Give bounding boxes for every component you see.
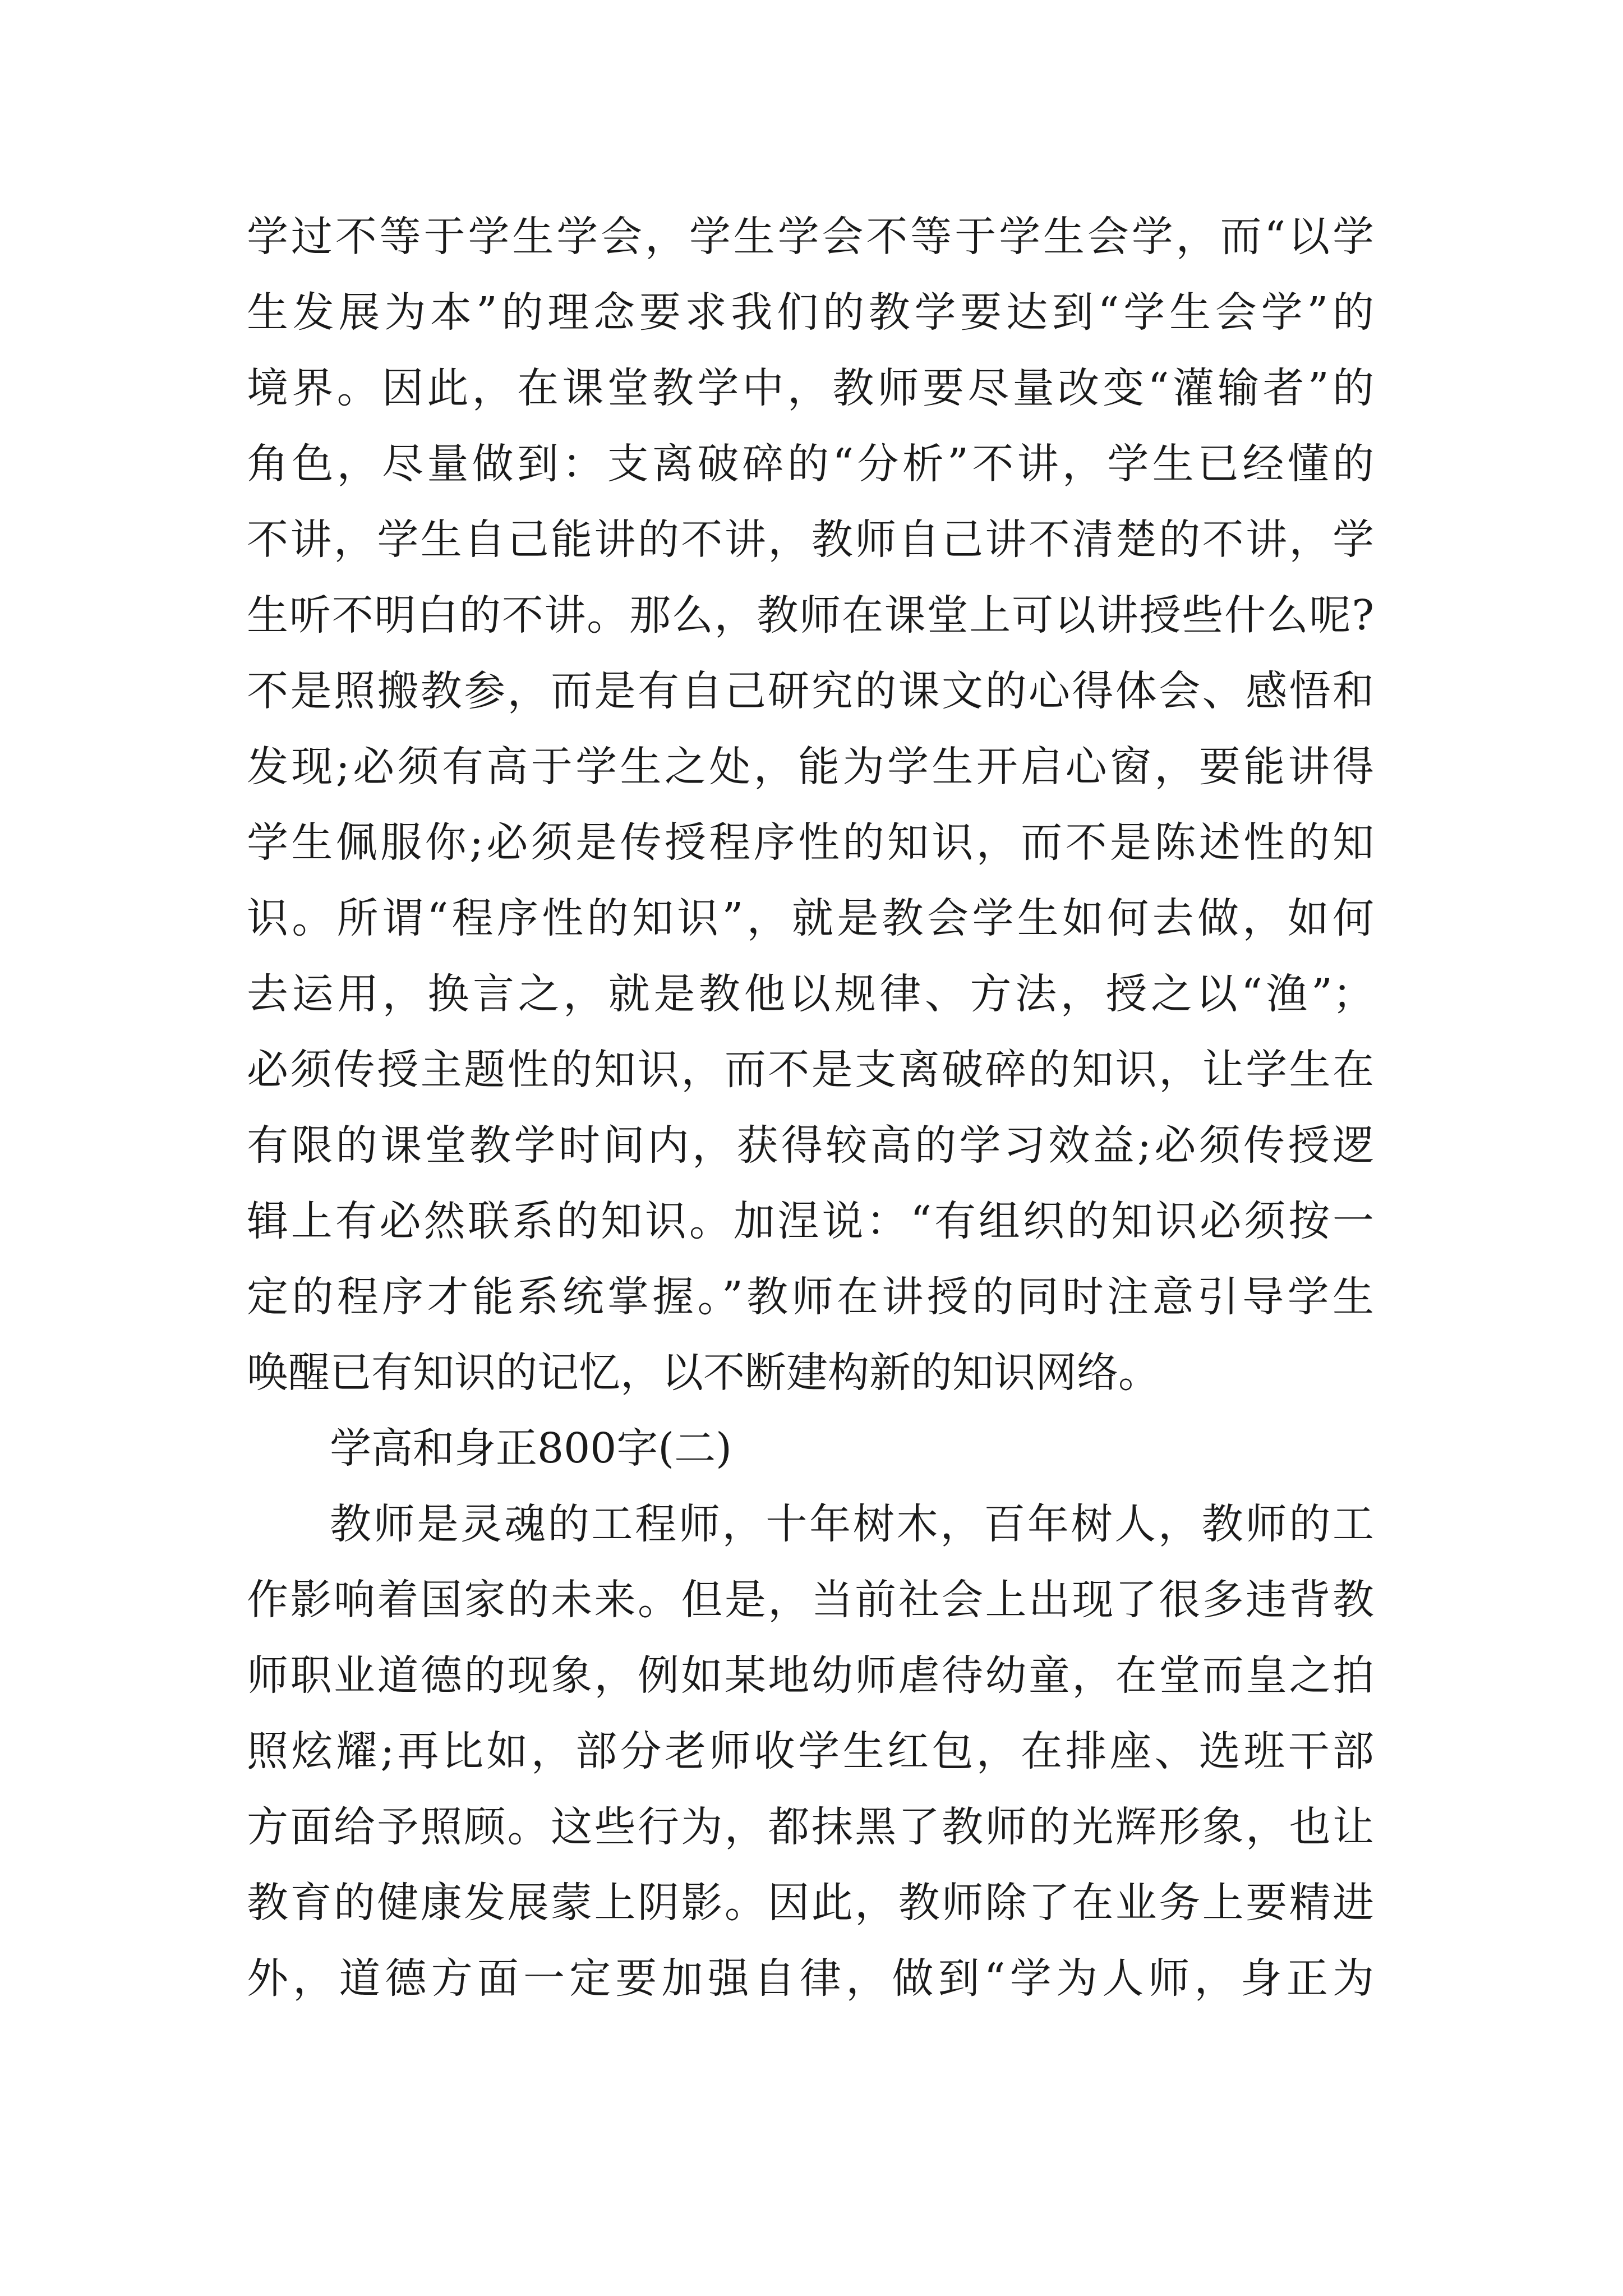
text-line: 方面给予照顾。这些行为，都抹黑了教师的光辉形象，也让 xyxy=(247,1803,1374,1851)
text-line: 学过不等于学生学会，学生学会不等于学生会学，而“以学 xyxy=(247,213,1374,261)
document-body xyxy=(247,199,1374,2017)
text-line: 辑上有必然联系的知识。加涅说：“有组织的知识必须按一 xyxy=(247,1197,1374,1245)
text-line: 生发展为本”的理念要求我们的教学要达到“学生会学”的 xyxy=(247,288,1374,337)
text-line: 不是照搬教参，而是有自己研究的课文的心得体会、感悟和 xyxy=(247,667,1374,715)
text-line: 不讲，学生自己能讲的不讲，教师自己讲不清楚的不讲，学 xyxy=(247,516,1374,564)
text-line: 教师是灵魂的工程师，十年树木，百年树人，教师的工 xyxy=(330,1500,1374,1548)
text-line: 去运用，换言之，就是教他以规律、方法，授之以“渔”； xyxy=(247,970,1374,1018)
paragraph-1 xyxy=(247,199,1374,1411)
text-line: 唤醒已有知识的记忆，以不断建构新的知识网络。 xyxy=(247,1349,1160,1397)
text-line: 有限的课堂教学时间内，获得较高的学习效益;必须传授逻 xyxy=(247,1121,1374,1170)
text-line: 照炫耀;再比如，部分老师收学生红包，在排座、选班干部 xyxy=(247,1727,1374,1775)
text-line: 作影响着国家的未来。但是，当前社会上出现了很多违背教 xyxy=(247,1576,1374,1624)
text-line: 生听不明白的不讲。那么，教师在课堂上可以讲授些什么呢? xyxy=(247,591,1374,639)
text-line: 外，道德方面一定要加强自律，做到“学为人师，身正为 xyxy=(247,1954,1374,2003)
text-line: 学生佩服你;必须是传授程序性的知识，而不是陈述性的知 xyxy=(247,818,1374,867)
text-line: 发现;必须有高于学生之处，能为学生开启心窗，要能讲得 xyxy=(247,743,1374,791)
text-line: 教育的健康发展蒙上阴影。因此，教师除了在业务上要精进 xyxy=(247,1879,1374,1927)
paragraph-2 xyxy=(247,1487,1374,2017)
text-line: 角色，尽量做到：支离破碎的“分析”不讲，学生已经懂的 xyxy=(247,440,1374,488)
section-heading: 学高和身正800字(二) xyxy=(330,1424,732,1473)
text-line: 境界。因此，在课堂教学中，教师要尽量改变“灌输者”的 xyxy=(247,364,1374,412)
text-line: 师职业道德的现象，例如某地幼师虐待幼童，在堂而皇之拍 xyxy=(247,1651,1374,1700)
text-line: 必须传授主题性的知识，而不是支离破碎的知识，让学生在 xyxy=(247,1046,1374,1094)
text-line: 定的程序才能系统掌握。”教师在讲授的同时注意引导学生 xyxy=(247,1273,1374,1321)
text-line: 识。所谓“程序性的知识”，就是教会学生如何去做，如何 xyxy=(247,894,1374,942)
